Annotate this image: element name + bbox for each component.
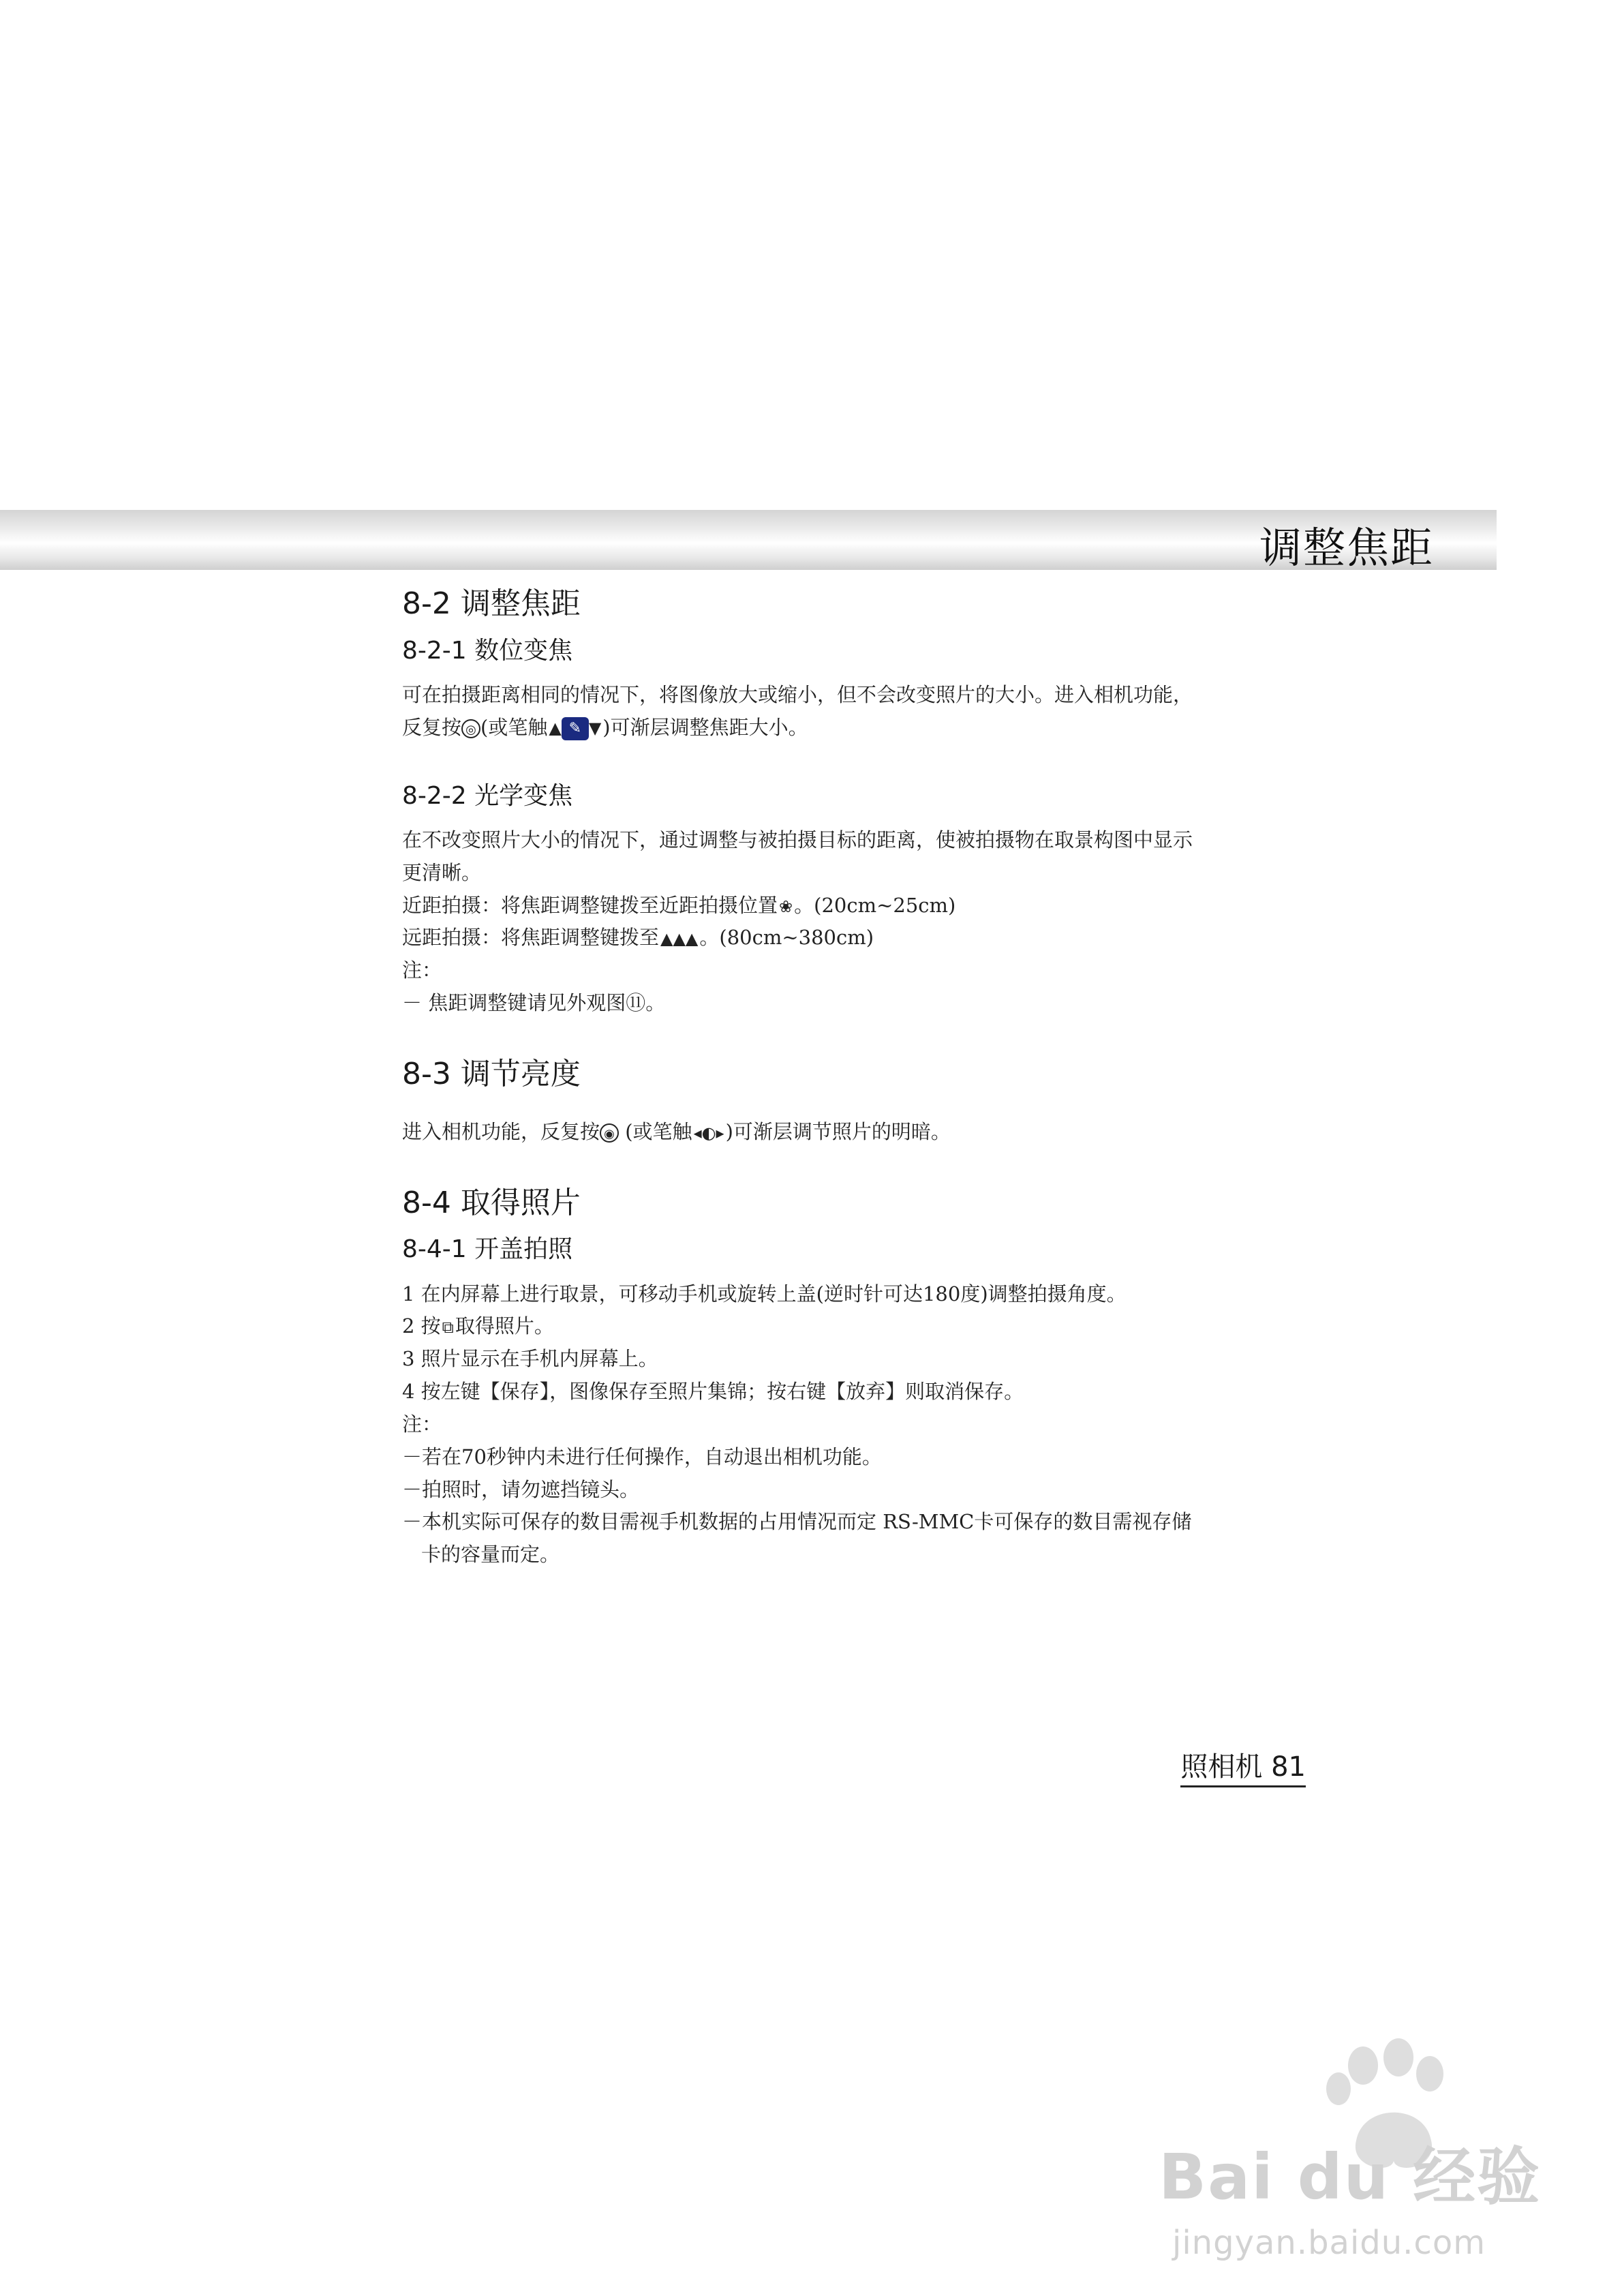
heading-8-4: 8-4 取得照片 [402, 1185, 581, 1220]
brightness-touch-arrows-icon: ◂◐▸ [693, 1123, 724, 1143]
camera-shutter-key-icon: ⧉ [442, 1318, 454, 1338]
heading-8-2: 8-2 调整焦距 [402, 586, 581, 621]
heading-8-2-1: 8-2-1 数位变焦 [402, 636, 573, 665]
landscape-mode-icon: ▲▲▲ [660, 929, 699, 949]
watermark-url: jingyan.baidu.com [1172, 2224, 1486, 2262]
note-item: －若在70秒钟内未进行任何操作，自动退出相机功能。 [402, 1445, 882, 1468]
section-header-title: 调整焦距 [1259, 523, 1434, 573]
note-label: 注： [402, 1412, 442, 1436]
note-item: － 焦距调整键请见外观图⑪。 [402, 991, 666, 1015]
text-fragment: 进入相机功能，反复按 [402, 1119, 600, 1143]
note-item: －本机实际可保存的数目需视手机数据的占用情况而定 RS-MMC卡可保存的数目需视存储 [402, 1510, 1192, 1534]
heading-8-4-1: 8-4-1 开盖拍照 [402, 1235, 573, 1264]
text-fragment: )可渐层调节照片的明暗。 [725, 1119, 951, 1143]
step-3: 3 照片显示在手机内屏幕上。 [402, 1347, 658, 1371]
near-shot-line [402, 890, 1288, 922]
step-1: 1 在内屏幕上进行取景，可移动手机或旋转上盖(逆时针可达180度)调整拍摄角度。 [402, 1282, 1127, 1305]
heading-8-2-2: 8-2-2 光学变焦 [402, 781, 573, 810]
text-fragment: 反复按 [402, 715, 462, 739]
paragraph-8-3 [402, 1116, 1288, 1149]
macro-mode-icon: ❀ [779, 896, 793, 916]
text-fragment: 。(80cm~380cm) [699, 926, 874, 950]
paragraph-8-2-2-line1: 在不改变照片大小的情况下，通过调整与被拍摄目标的距离，使被拍摄物在取景构图中显示 [402, 828, 1193, 851]
camera-side-key-icon: ◎ [461, 719, 480, 738]
manual-content [402, 586, 1288, 1571]
step-2 [402, 1310, 1288, 1343]
text-fragment: (或笔触 [619, 1119, 692, 1143]
step-4: 4 按左键【保存】，图像保存至照片集锦；按右键【放弃】则取消保存。 [402, 1380, 1024, 1404]
far-shot-line [402, 922, 1288, 954]
text-fragment: (或笔触 [480, 715, 548, 739]
note-item-continued: 卡的容量而定。 [421, 1543, 560, 1567]
text-fragment: 近距拍摄：将焦距调整键拨至近距拍摄位置 [402, 893, 778, 917]
paragraph-8-2-1-line1: 可在拍摄距离相同的情况下，将图像放大或缩小，但不会改变照片的大小。进入相机功能， [402, 682, 1193, 706]
heading-8-3: 8-3 调节亮度 [402, 1056, 581, 1091]
text-fragment: 。(20cm~25cm) [794, 893, 956, 917]
brightness-key-icon: ◉ [600, 1123, 619, 1143]
note-item: －拍照时，请勿遮挡镜头。 [402, 1477, 640, 1501]
text-fragment: 取得照片。 [455, 1314, 554, 1338]
text-fragment: )可渐层调整焦距大小。 [602, 715, 808, 739]
watermark-brand: Bai du 经验 [1159, 2141, 1542, 2214]
paragraph-8-2-2-line2: 更清晰。 [402, 860, 482, 884]
text-fragment: 2 按 [402, 1314, 441, 1338]
page-footer-label: 照相机 81 [1180, 1745, 1306, 1787]
note-label: 注： [402, 958, 442, 982]
zoom-touch-arrows-icon: ▲ ✎ ▼ [549, 717, 601, 740]
paragraph-8-2-1-line2 [402, 712, 1288, 744]
text-fragment: 远距拍摄：将焦距调整键拨至 [402, 926, 660, 950]
